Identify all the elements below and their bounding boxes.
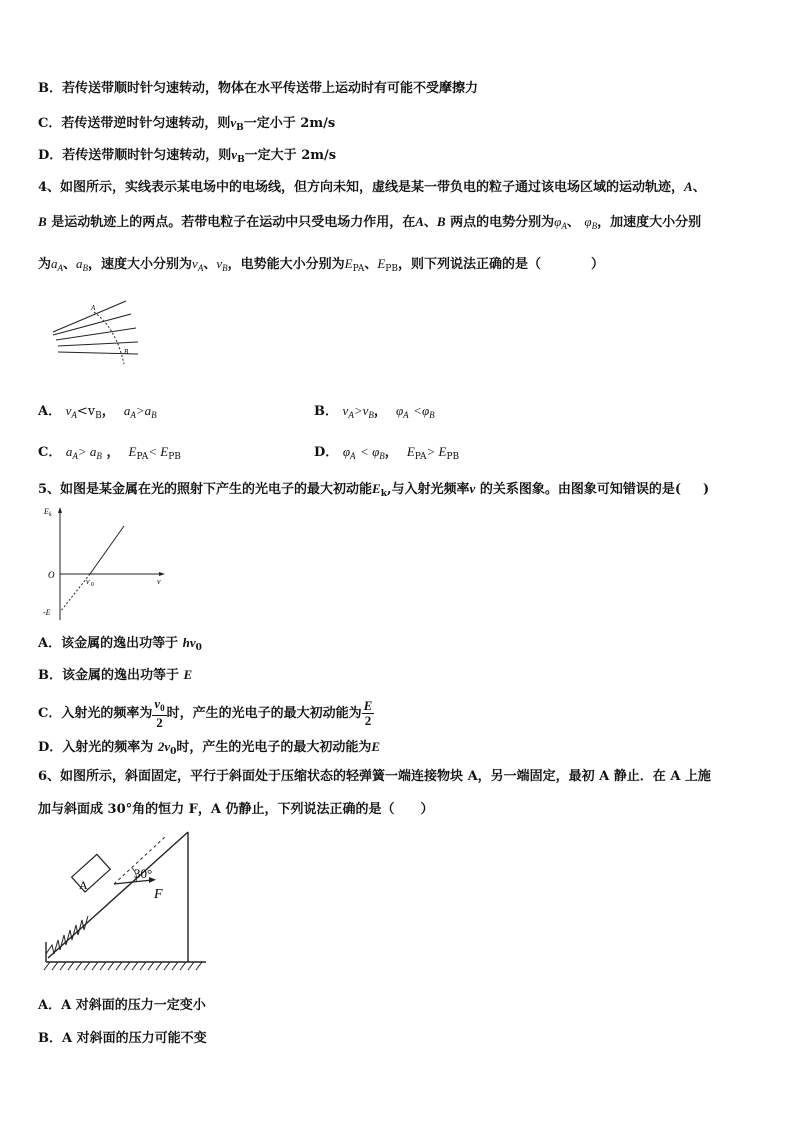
opt-var: φ (395, 403, 404, 418)
q4-option-b (314, 402, 435, 424)
opt-var: E (128, 444, 137, 459)
q4-var: B (436, 214, 446, 229)
opt-var: < E (148, 444, 169, 459)
frac-den: 2 (156, 715, 163, 730)
opt-sub: B (96, 451, 102, 461)
graph-v0-sub: 0 (91, 582, 94, 588)
opt-text: ， (384, 445, 398, 460)
q5-option-d (38, 738, 380, 761)
q3-option-d-post: 一定大于 2m/s (244, 148, 337, 163)
opt-text: 时，产生的光电子的最大初动能为 (166, 706, 362, 721)
q4-field-line-figure (48, 292, 148, 372)
q3-option-c-var: v (230, 115, 237, 130)
frac-num-sub: 0 (160, 703, 165, 713)
q3-option-d (38, 146, 336, 169)
q3-option-c-post: 一定小于 2m/s (243, 116, 336, 131)
angle-label: 30° (134, 866, 153, 881)
frac-den: 2 (364, 713, 372, 728)
q4-sub: B (591, 221, 598, 231)
q3-option-c (38, 114, 335, 137)
opt-text: ， (106, 445, 120, 460)
q4-text: ，加速度大小分别 (597, 215, 702, 230)
q6-stem-line1: 6、如图所示，斜面固定，平行于斜面处于压缩状态的轻弹簧一端连接物块 A，另一端固定，最初 A 静止．在 A 上施 (38, 769, 711, 784)
q4-option-d (314, 443, 459, 466)
field-line (53, 314, 131, 335)
opt-var: a (65, 444, 73, 459)
opt-sub: PA (136, 452, 149, 462)
q4-var: B (38, 214, 47, 229)
opt-var: v (342, 403, 349, 418)
opt-sub: A (403, 410, 409, 420)
opt-sub: A (72, 451, 78, 461)
opt-sub: B (429, 410, 435, 420)
opt-label: B． (314, 404, 338, 419)
q4-var: a (76, 256, 83, 271)
opt-text: A．该金属的逸出功等于 (38, 636, 179, 651)
fraction-e-over-2 (362, 699, 375, 728)
q4-var: φ (554, 214, 562, 229)
opt-var: E (406, 444, 415, 459)
q5-var: ν (469, 481, 476, 496)
block-a-label: A (79, 878, 88, 892)
q4-text: 为 (38, 257, 52, 272)
q6-option-b: B．A 对斜面的压力可能不变 (38, 1031, 207, 1046)
opt-sub: A (71, 410, 77, 420)
q5-option-b (38, 666, 192, 685)
q4-var: A (684, 179, 693, 194)
q5-text: 的关系图象。由图象可知错误的是( (479, 482, 681, 497)
opt-sub: A (130, 410, 136, 420)
y-axis-arrow (58, 507, 62, 513)
q4-sub: PB (385, 264, 398, 274)
q3-option-c-sub: B (236, 123, 244, 133)
force-f-label: F (154, 887, 163, 902)
opt-var: > E (426, 444, 447, 459)
opt-text: B．该金属的逸出功等于 (38, 668, 179, 683)
q4-var: E (377, 256, 386, 271)
q4-text: 4、如图所示，实线表示某电场中的电场线，但方向未知，虚线是某一带负电的粒子通过该电场区域的运动轨迹， (38, 180, 685, 195)
q4-text: 、 (364, 257, 378, 272)
opt-text: ， (373, 404, 387, 419)
q4-text: 是运动轨迹上的两点。若带电粒子在运动中只受电场力作用，在 (51, 215, 416, 230)
q4-var: E (344, 256, 353, 271)
q5-text: 5、如图是某金属在光的照射下产生的光电子的最大初动能 (38, 482, 373, 497)
q5-option-c (38, 697, 374, 731)
graph-ek-label: E (44, 507, 49, 516)
opt-label: D． (314, 445, 339, 460)
q4-stem-line3 (38, 255, 604, 278)
opt-var: a (123, 403, 131, 418)
point-b-label: B (124, 348, 129, 356)
q6-stem-line2: 加与斜面成 30°角的恒力 F，A 仍静止，下列说法正确的是（ ） (38, 802, 434, 817)
opt-var: E (371, 739, 381, 754)
q4-sub: B (82, 263, 89, 273)
opt-var: <v (76, 404, 96, 419)
q5-option-a (38, 634, 202, 657)
q4-var: A (415, 214, 424, 229)
opt-var: <φ (413, 403, 430, 418)
opt-text: ， (101, 404, 115, 419)
field-line (58, 342, 138, 346)
frac-num: ν (154, 696, 161, 711)
q5-text: ) (702, 482, 710, 497)
opt-sub: PA (414, 452, 427, 462)
opt-text: D．入射光的频率为 (38, 740, 154, 755)
q5-text: 与入射光频率 (391, 482, 470, 497)
q4-text: ，则下列说法正确的是（ (397, 257, 541, 272)
q5-ek-nu-graph (38, 502, 168, 622)
opt-var: > a (77, 444, 97, 459)
opt-sub: A (348, 410, 354, 420)
q4-text: 两点的电势分别为 (450, 215, 555, 230)
graph-ek-sub: k (49, 512, 52, 518)
q3-option-d-pre: D．若传送带顺时针匀速转动，则 (38, 148, 232, 163)
q4-text: 、 (566, 215, 580, 230)
opt-var: >a (135, 403, 152, 418)
q6-option-a: A．A 对斜面的压力一定变小 (38, 998, 206, 1013)
x-axis-arrow (159, 572, 165, 576)
opt-sub: B (379, 451, 385, 461)
opt-sub: 0 (170, 747, 177, 757)
q4-sub: A (561, 221, 567, 231)
graph-v-label: ν (157, 577, 161, 586)
q3-option-b: B．若传送带顺时针匀速转动，物体在水平传送带上运动时有可能不受摩擦力 (38, 81, 478, 96)
opt-var: >v (353, 403, 369, 418)
q4-text: 、 (203, 257, 217, 272)
fraction-v0-over-2 (152, 697, 166, 730)
q4-option-a (38, 402, 157, 425)
q4-text: ，速度大小分别为 (88, 257, 193, 272)
opt-sub: 0 (195, 643, 202, 653)
q5-sub: k (380, 489, 387, 499)
q4-text: 、 (692, 180, 706, 195)
opt-label: A． (38, 404, 62, 419)
opt-sub: B (95, 411, 102, 421)
opt-var: E (183, 667, 193, 682)
ek-line-solid (90, 526, 124, 574)
point-a-label: A (91, 304, 96, 312)
q4-var: v (216, 256, 223, 271)
opt-var: φ (342, 444, 351, 459)
q4-text: ） (590, 257, 604, 272)
graph-neg-e-label: -E (43, 608, 51, 617)
graph-v0-label: ν (86, 577, 90, 586)
opt-sub: PB (168, 452, 181, 462)
q4-sub: A (197, 263, 204, 273)
opt-sub: B (368, 410, 374, 420)
q4-sub: B (222, 263, 228, 273)
q4-sub: PA (352, 264, 365, 274)
q4-var: a (51, 256, 58, 271)
opt-var: 2ν (157, 739, 171, 754)
q3-option-d-var: v (231, 147, 238, 162)
opt-sub: PB (446, 452, 460, 462)
q3-option-c-pre: C．若传送带逆时针匀速转动，则 (38, 116, 231, 131)
q4-var: φ (584, 214, 592, 229)
opt-var: v (65, 403, 72, 418)
opt-sub: B (151, 410, 157, 420)
q4-text: 、 (423, 215, 437, 230)
opt-var: < φ (360, 444, 380, 459)
q5-var: E (372, 481, 381, 496)
q4-text: 、 (63, 257, 77, 272)
opt-text: C．入射光的频率为 (38, 706, 153, 721)
field-line (53, 301, 126, 332)
q4-stem-line1 (38, 178, 706, 197)
q4-option-c (38, 443, 181, 466)
q5-stem: 5、如图是某金属在光的照射下产生的光电子的最大初动能$E_k$,与入射光频率ν 的关系图象。由图象可知错误的是( ) (38, 481, 710, 499)
q3-option-d-sub: B (237, 155, 245, 165)
q4-var: v (192, 256, 198, 271)
graph-origin-label: O (48, 570, 55, 580)
field-line (56, 328, 136, 340)
q4-sub: A (57, 263, 64, 273)
q4-text: ，电势能大小分别为 (227, 257, 345, 272)
opt-label: C． (38, 445, 62, 460)
opt-var: hν (182, 635, 196, 650)
q4-stem-line2 (38, 213, 701, 235)
opt-sub: A (350, 451, 356, 461)
frac-num: E (363, 698, 373, 713)
q6-incline-figure (38, 826, 214, 976)
opt-text: 时，产生的光电子的最大初动能为 (176, 740, 372, 755)
